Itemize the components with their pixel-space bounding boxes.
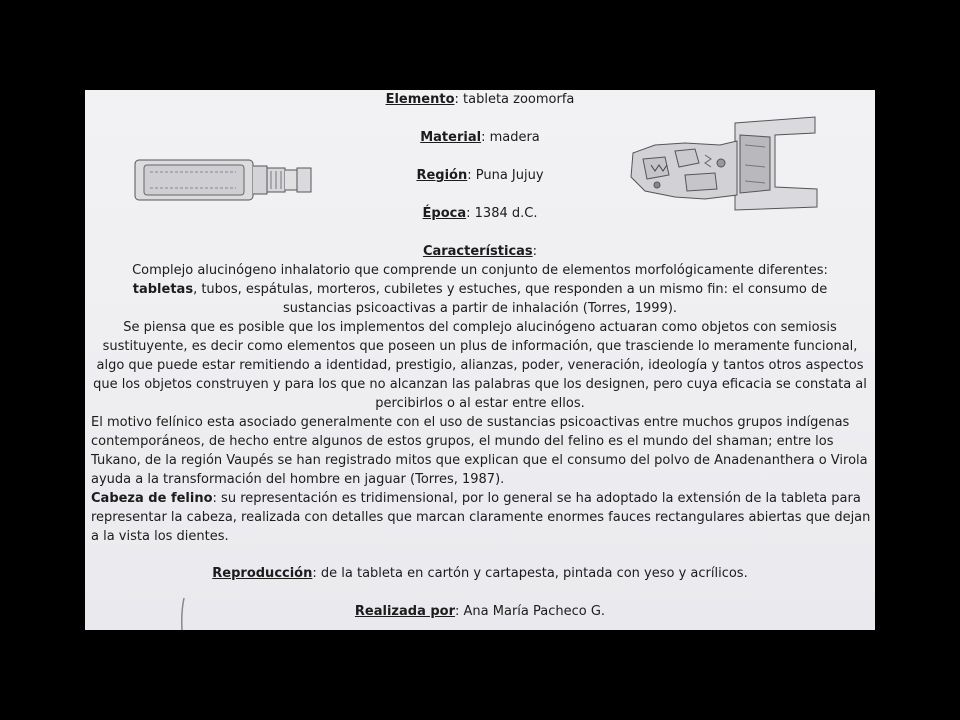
caracteristicas-colon: : <box>532 244 538 259</box>
reproduccion-label: Reproducción <box>212 566 313 581</box>
reproduccion-value: : de la tableta en cartón y cartapesta, pintada con yeso y acrílicos. <box>312 566 748 581</box>
region-label: Región <box>416 168 468 183</box>
caracteristicas-heading <box>85 244 875 260</box>
paragraph-complejo-a: Complejo alucinógeno inhalatorio que comprende un conjunto de elementos morfológicamente diferentes: <box>132 263 828 278</box>
tablet-sketch-top-view <box>130 152 320 212</box>
paragraph-cabeza-felino-bold: Cabeza de felino <box>91 491 213 506</box>
paragraph-complejo-bold: tabletas <box>132 282 194 297</box>
epoca-value: : 1384 d.C. <box>466 206 538 221</box>
realizada-value: : Ana María Pacheco G. <box>455 604 606 619</box>
reproduccion-line <box>85 566 875 582</box>
paragraph-cabeza-felino-text: : su representación es tridimensional, por lo general se ha adoptado la extensión de la tableta para representar la cabeza, realizada con detalles que marcan claramente enormes fauces rectangulares abiertas que dejan a la vista los dientes. <box>91 491 871 544</box>
realizada-line <box>85 604 875 620</box>
epoca-label: Época <box>422 206 467 221</box>
feline-tablet-sketch-side-view <box>625 115 825 220</box>
elemento-value: : tableta zoomorfa <box>454 92 575 107</box>
material-value: : madera <box>481 130 540 145</box>
information-card <box>85 90 875 630</box>
pencil-stroke-mark <box>180 598 186 630</box>
region-value: : Puna Jujuy <box>467 168 544 183</box>
paragraph-semiosis-text: Se piensa que es posible que los implementos del complejo alucinógeno actuaran como objetos con semiosis sustituyente, es decir como elementos que poseen un plus de información, que trasciende lo meramente funcional, algo que puede estar remitiendo a identidad, prestigio, alianzas, poder, veneración, ideología y tantos otros aspectos que los objetos construyen y para los que no alcanzan las palabras que los designen, pero cuya eficacia se constata al percibirlos o al estar entre ellos. <box>93 320 867 411</box>
realizada-label: Realizada por <box>354 604 456 619</box>
paragraph-complejo <box>105 261 855 318</box>
caracteristicas-label: Características <box>422 244 533 259</box>
material-label: Material <box>420 130 482 145</box>
paragraph-semiosis <box>91 318 869 413</box>
elemento-label: Elemento <box>385 92 455 107</box>
paragraph-complejo-b: , tubos, espátulas, morteros, cubiletes y estuches, que responden a un mismo fin: el consumo de sustancias psicoactivas a partir de inhalación (Torres, 1999). <box>193 282 828 316</box>
paragraph-felinico <box>91 413 873 489</box>
paragraph-felinico-text: El motivo felínico esta asociado generalmente con el uso de sustancias psicoactivas entre muchos grupos indígenas contemporáneos, de hecho entre algunos de estos grupos, el mundo del felino es el mundo del shaman; entre los Tukano, de la región Vaupés se han registrado mitos que explican que el consumo del polvo de Anadenanthera o Virola ayuda a la transformación del hombre en jaguar (Torres, 1987). <box>91 415 868 487</box>
paragraph-cabeza-felino <box>91 489 873 546</box>
elemento-line <box>85 92 875 108</box>
